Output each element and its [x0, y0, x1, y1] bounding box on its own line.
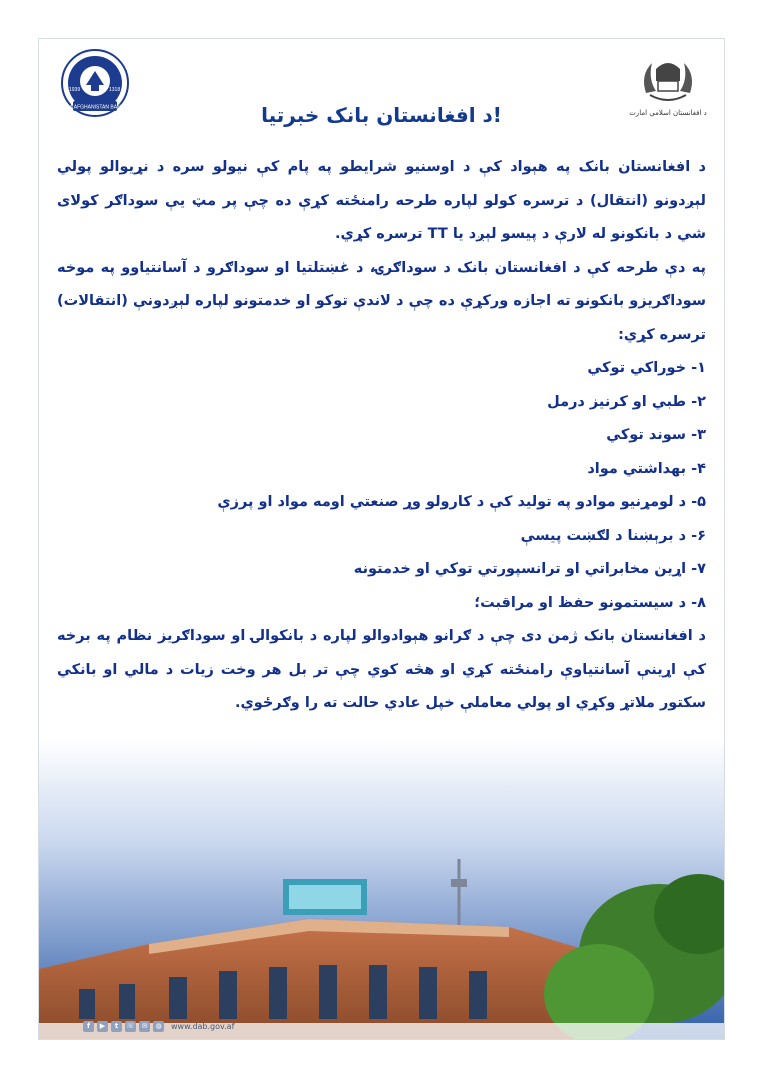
- list-item: ۵- د لومړنیو موادو په تولید کې د کارولو وړ صنعتي اومه مواد او پرزې: [217, 494, 706, 510]
- intro-paragraph: د افغانستان بانک په هېواد کې د اوسنیو شرایطو په پام کې نیولو سره د نړیوالو پولي لېږدونو (انتقال) د ترسره کولو لپاره طرحه رامنځته کړې ده چې پر مټ یې سوداګر کولای شي د بانکونو له لارې د پیسو لېږد یا TT ترسره کړي.: [57, 159, 706, 242]
- svg-text:1318: 1318: [109, 87, 121, 93]
- youtube-icon[interactable]: ▶: [97, 1021, 108, 1032]
- notice-frame: [38, 38, 725, 1040]
- email-icon[interactable]: ✉: [139, 1021, 150, 1032]
- facebook-icon[interactable]: f: [83, 1021, 94, 1032]
- twitter-icon[interactable]: t: [111, 1021, 122, 1032]
- svg-text:د افغانستان اسلامي امارت: د افغانستان اسلامي امارت: [629, 109, 707, 117]
- globe-icon[interactable]: ◍: [153, 1021, 164, 1032]
- footer: [83, 1021, 234, 1032]
- scheme-paragraph: په دې طرحه کې د افغانستان بانک د سوداګرۍ، د غښتلتیا او سوداګرو د آسانتیاوو په موخه سوداګریزو بانکونو ته اجازه ورکړې ده چې د لاندې توکو او خدمتونو لپاره لېږدونې (انتقالات) ترسره کړي:: [57, 259, 706, 343]
- list-item: ۲- طبي او کرنیز درمل: [547, 393, 706, 410]
- list-item: ۴- بهداشتي مواد: [587, 460, 706, 477]
- list-item: ۳- سوند توکي: [606, 427, 706, 443]
- svg-text:1939: 1939: [69, 87, 81, 93]
- whatsapp-icon[interactable]: ☏: [126, 1022, 135, 1030]
- list-item: ۶- د برېښنا د لګښت پیسې: [520, 527, 706, 544]
- list-item: ۱- خوراکي توکي: [587, 360, 706, 376]
- list-item: ۸- د سیستمونو حفظ او مراقبت؛: [474, 594, 706, 611]
- bank-building-photo: [39, 739, 724, 1039]
- notice-title: د افغانستان بانک خبرتیا!: [261, 103, 502, 127]
- list-item: ۷- اړین مخابراتي او ترانسپورتي توکي او خدمتونه: [353, 561, 706, 577]
- svg-text:DA AFGHANISTAN BANK: DA AFGHANISTAN BANK: [66, 104, 124, 111]
- closing-paragraph: د افغانستان بانک ژمن دی چې د ګرانو هېوادوالو لپاره د بانکوالۍ او سوداګریز نظام په برخه کې اړینې آسانتیاوې رامنځته کړي او هڅه کوي چې تر بل هر وخت زیات د مالي او بانکي سکتور ملاتړ وکړي او پولي معاملې خپل عادي حالت ته را وګرځوي.: [57, 628, 706, 711]
- website-link[interactable]: www.dab.gov.af: [171, 1022, 235, 1031]
- notice-body: [57, 151, 706, 721]
